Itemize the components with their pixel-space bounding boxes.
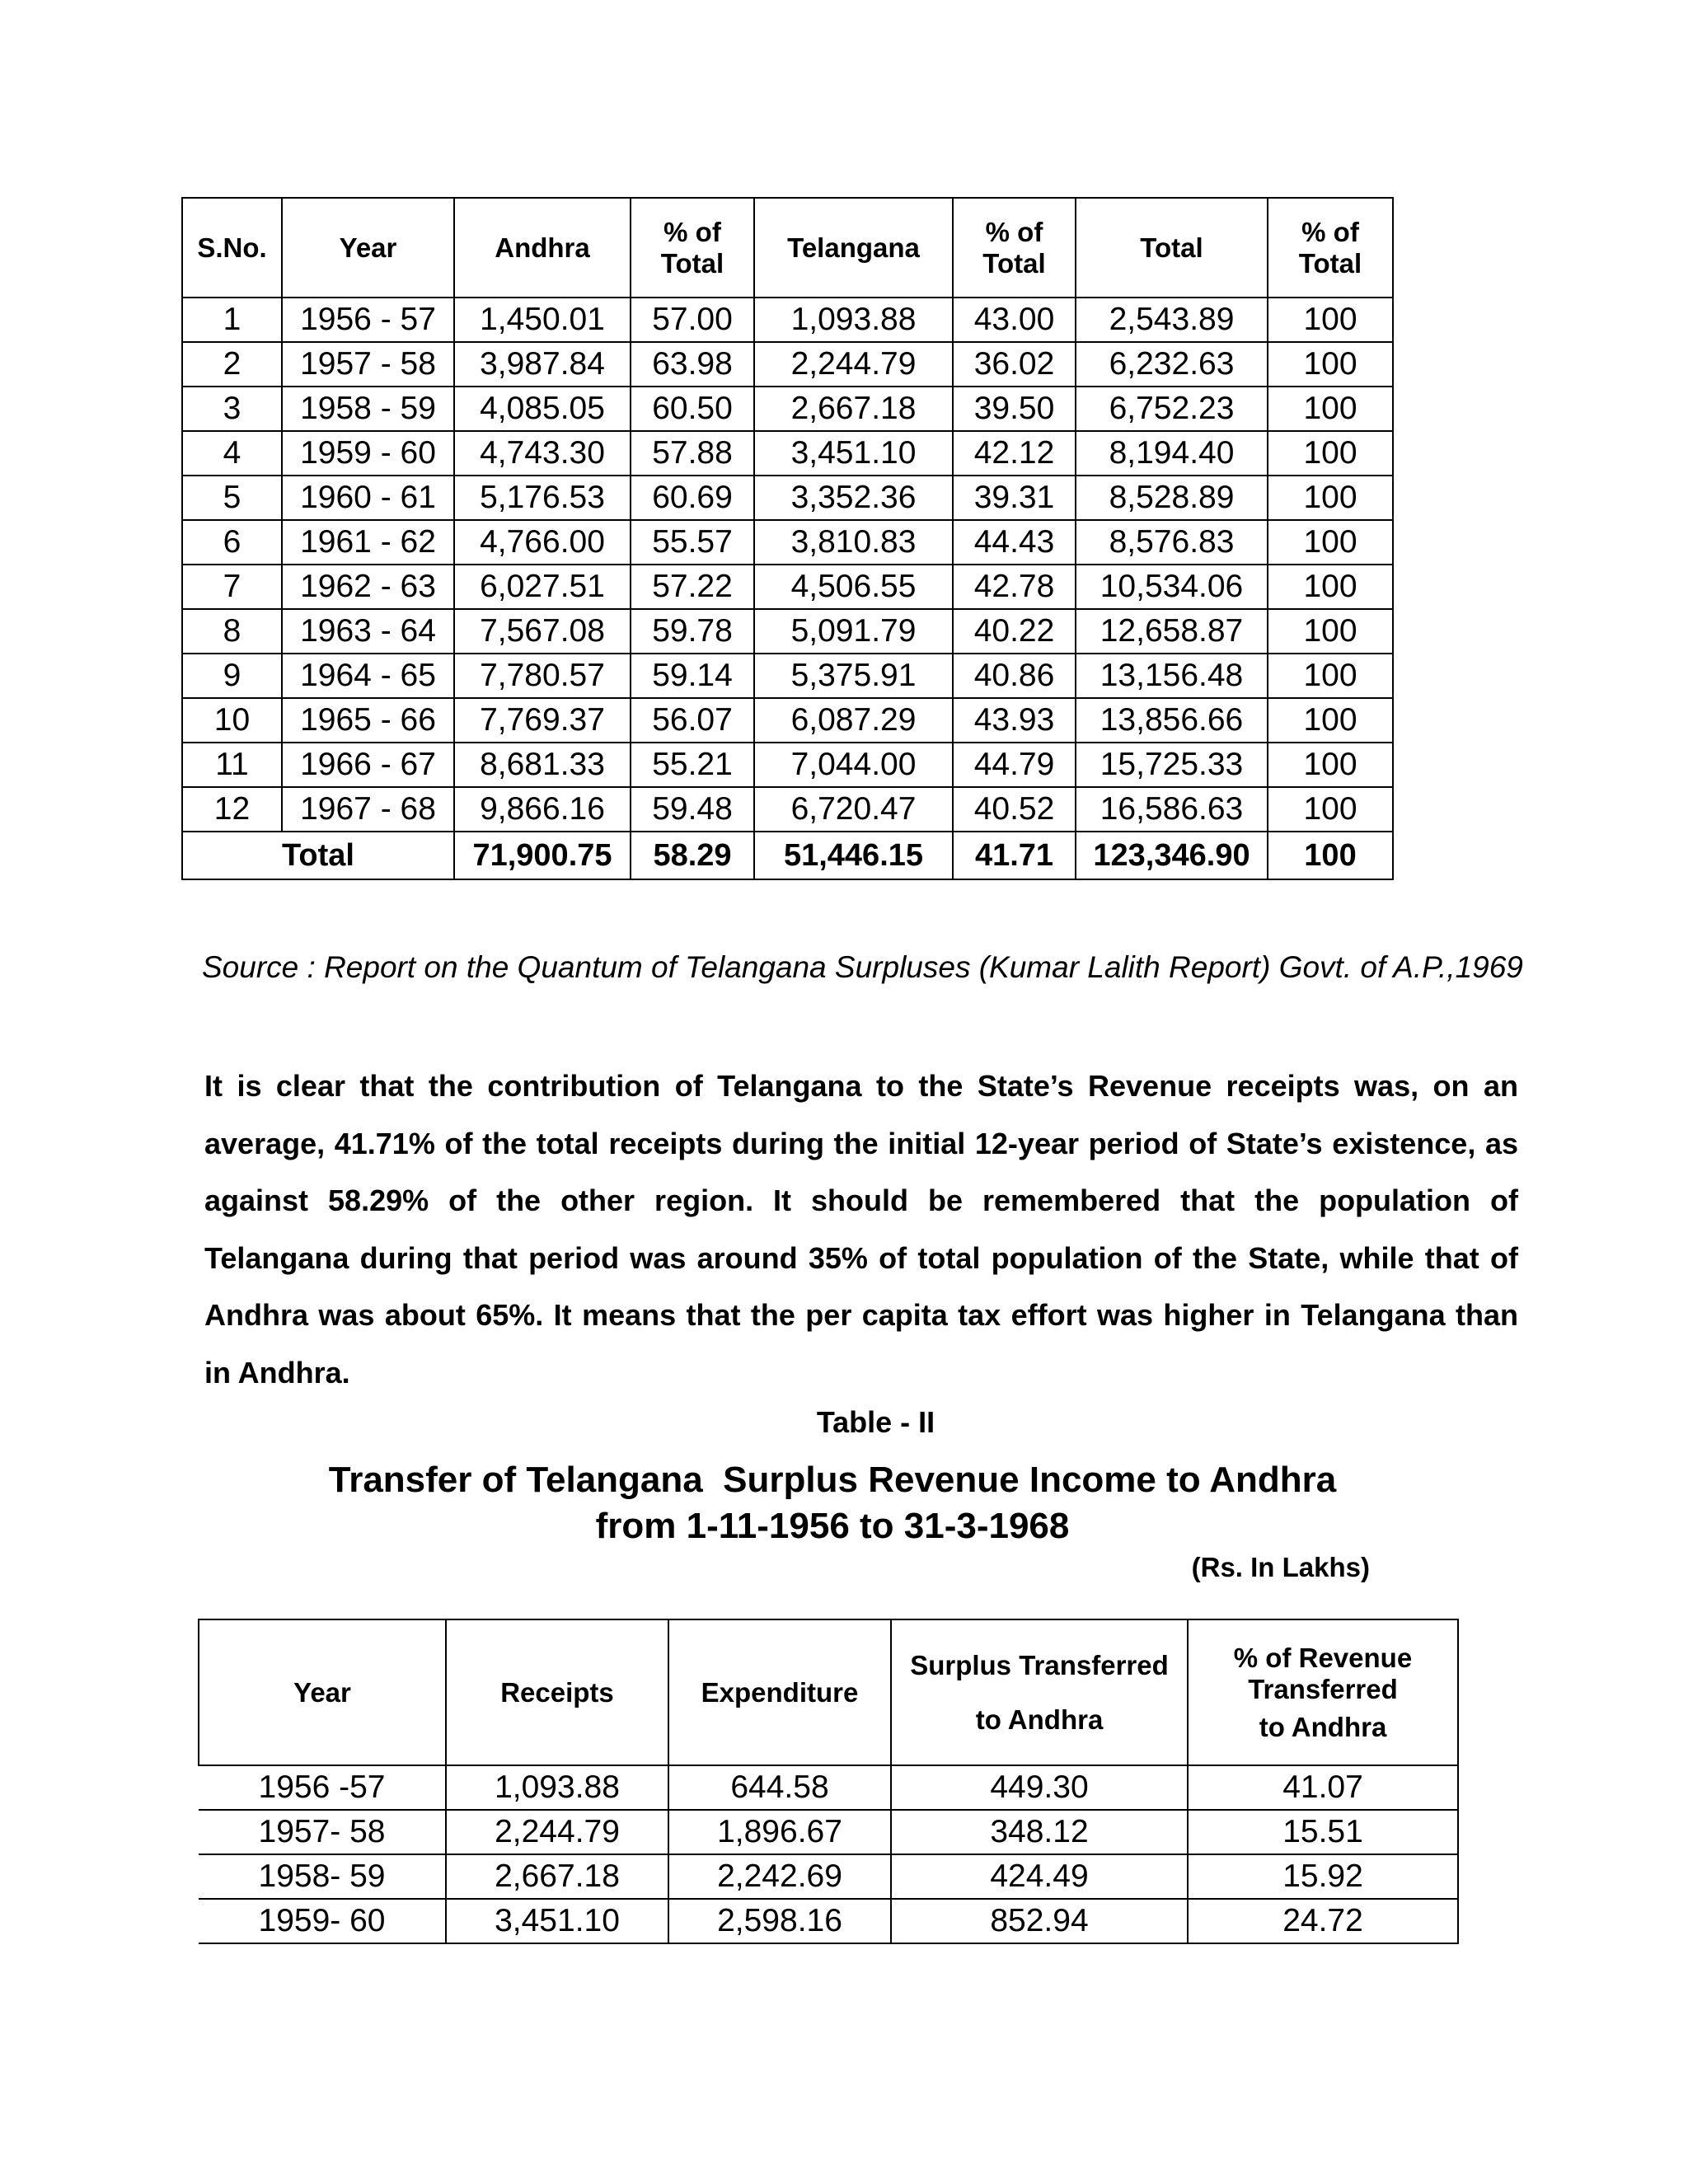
- table-cell: 100: [1268, 654, 1393, 698]
- header-pct-line3: to Andhra: [1259, 1711, 1387, 1742]
- table2-body: [199, 1765, 1458, 1943]
- table-cell: 100: [1268, 342, 1393, 387]
- table-cell: 4,085.05: [454, 387, 631, 431]
- table-cell: 44.43: [953, 520, 1076, 565]
- header-pct-revenue: [1188, 1619, 1458, 1765]
- table-cell: 57.88: [631, 431, 754, 476]
- table-cell: 424.49: [891, 1854, 1188, 1899]
- table-cell: 63.98: [631, 342, 754, 387]
- table-cell: 2,543.89: [1076, 298, 1268, 342]
- header-total: Total: [1076, 198, 1268, 298]
- table-cell: 59.78: [631, 609, 754, 654]
- table-cell: 15.51: [1188, 1810, 1458, 1854]
- header-year: Year: [199, 1619, 446, 1765]
- table-cell: 1963 - 64: [282, 609, 454, 654]
- table-cell: 100: [1268, 743, 1393, 787]
- table-cell: 449.30: [891, 1765, 1188, 1810]
- table-row: [182, 698, 1393, 743]
- table-label: Table - II: [816, 1405, 935, 1439]
- table-cell: 1966 - 67: [282, 743, 454, 787]
- table-cell: 13,856.66: [1076, 698, 1268, 743]
- header-pct-line1: % of Revenue: [1233, 1642, 1413, 1673]
- header-telangana: Telangana: [754, 198, 953, 298]
- table-cell: 15,725.33: [1076, 743, 1268, 787]
- table-cell: 12: [182, 787, 282, 832]
- table-cell: 5,176.53: [454, 476, 631, 520]
- total-cell: 100: [1268, 832, 1393, 879]
- table-cell: 60.69: [631, 476, 754, 520]
- table-cell: 100: [1268, 565, 1393, 609]
- source-citation: Source : Report on the Quantum of Telangana Surpluses (Kumar Lalith Report) Govt. of A.P.,1969: [202, 950, 1523, 984]
- table-cell: 1,093.88: [446, 1765, 668, 1810]
- table-cell: 16,586.63: [1076, 787, 1268, 832]
- table2-title: [247, 1457, 1418, 1549]
- table-cell: 100: [1268, 476, 1393, 520]
- table-cell: 1960 - 61: [282, 476, 454, 520]
- table-cell: 1964 - 65: [282, 654, 454, 698]
- table2-title-line1: Transfer of Telangana Surplus Revenue Income to Andhra: [328, 1460, 1337, 1500]
- table-cell: 6: [182, 520, 282, 565]
- header-andhra: Andhra: [454, 198, 631, 298]
- table-cell: 1958- 59: [199, 1854, 446, 1899]
- total-label: Total: [182, 832, 454, 879]
- table-cell: 39.50: [953, 387, 1076, 431]
- table-row: [182, 476, 1393, 520]
- header-total-pct: % of Total: [1268, 198, 1393, 298]
- table-cell: 1,450.01: [454, 298, 631, 342]
- table-cell: 644.58: [668, 1765, 891, 1810]
- table-cell: 5,375.91: [754, 654, 953, 698]
- total-cell: 51,446.15: [754, 832, 953, 879]
- table-row: [182, 387, 1393, 431]
- units-note: (Rs. In Lakhs): [1191, 1552, 1370, 1582]
- table-cell: 852.94: [891, 1899, 1188, 1943]
- table-cell: 7,780.57: [454, 654, 631, 698]
- total-cell: 41.71: [953, 832, 1076, 879]
- table-cell: 1959 - 60: [282, 431, 454, 476]
- table-cell: 7,044.00: [754, 743, 953, 787]
- table-cell: 42.12: [953, 431, 1076, 476]
- table-cell: 55.21: [631, 743, 754, 787]
- table-cell: 1956 - 57: [282, 298, 454, 342]
- table-cell: 6,752.23: [1076, 387, 1268, 431]
- table-cell: 59.48: [631, 787, 754, 832]
- table-cell: 3: [182, 387, 282, 431]
- table-cell: 100: [1268, 609, 1393, 654]
- header-sno: S.No.: [182, 198, 282, 298]
- analysis-paragraph: It is clear that the contribution of Telangana to the State’s Revenue receipts was, on an average, 41.71% of the total receipts during the initial 12-year period of State’s existence, as against 58.29% of the other region. It should be remembered that the population of Telangana during that period was around 35% of total population of the State, while that of Andhra was about 65%. It means that the per capita tax effort was higher in Telangana than in Andhra.: [204, 1069, 1518, 1390]
- table-cell: 6,720.47: [754, 787, 953, 832]
- table-cell: 8,576.83: [1076, 520, 1268, 565]
- table-cell: 10: [182, 698, 282, 743]
- table-cell: 1959- 60: [199, 1899, 446, 1943]
- table-cell: 8: [182, 609, 282, 654]
- table-cell: 1965 - 66: [282, 698, 454, 743]
- table-cell: 4,766.00: [454, 520, 631, 565]
- header-telangana-pct: % of Total: [953, 198, 1076, 298]
- total-cell: 71,900.75: [454, 832, 631, 879]
- table-cell: 3,352.36: [754, 476, 953, 520]
- table-cell: 2,244.79: [446, 1810, 668, 1854]
- table-cell: 6,087.29: [754, 698, 953, 743]
- table-cell: 24.72: [1188, 1899, 1458, 1943]
- table-cell: 1956 -57: [199, 1765, 446, 1810]
- table-cell: 59.14: [631, 654, 754, 698]
- header-surplus: [891, 1619, 1188, 1765]
- table-cell: 3,810.83: [754, 520, 953, 565]
- table-row: [182, 342, 1393, 387]
- table-cell: 43.93: [953, 698, 1076, 743]
- table-cell: 2,667.18: [446, 1854, 668, 1899]
- table-cell: 15.92: [1188, 1854, 1458, 1899]
- table-cell: 100: [1268, 698, 1393, 743]
- table-cell: 2,242.69: [668, 1854, 891, 1899]
- table-row: [182, 565, 1393, 609]
- table-cell: 7: [182, 565, 282, 609]
- table-row: [182, 520, 1393, 565]
- total-cell: 123,346.90: [1076, 832, 1268, 879]
- table-cell: 9: [182, 654, 282, 698]
- header-receipts: Receipts: [446, 1619, 668, 1765]
- table-header-row: [182, 198, 1393, 298]
- revenue-contribution-table: [181, 197, 1394, 880]
- table-cell: 1,896.67: [668, 1810, 891, 1854]
- table-row: [182, 654, 1393, 698]
- table-cell: 42.78: [953, 565, 1076, 609]
- table-cell: 40.52: [953, 787, 1076, 832]
- table-cell: 100: [1268, 787, 1393, 832]
- table-cell: 40.22: [953, 609, 1076, 654]
- table-row: [182, 743, 1393, 787]
- table-row: [199, 1854, 1458, 1899]
- table-cell: 5,091.79: [754, 609, 953, 654]
- table-cell: 2,244.79: [754, 342, 953, 387]
- table-cell: 1957- 58: [199, 1810, 446, 1854]
- table-cell: 60.50: [631, 387, 754, 431]
- header-surplus-line1: Surplus Transferred: [910, 1649, 1169, 1680]
- table-cell: 2,667.18: [754, 387, 953, 431]
- table-cell: 100: [1268, 298, 1393, 342]
- table-cell: 7,769.37: [454, 698, 631, 743]
- table-header-row: [199, 1619, 1458, 1765]
- total-row: [182, 832, 1393, 879]
- table-cell: 1967 - 68: [282, 787, 454, 832]
- table-cell: 8,528.89: [1076, 476, 1268, 520]
- table-cell: 8,194.40: [1076, 431, 1268, 476]
- table-cell: 57.22: [631, 565, 754, 609]
- table-row: [182, 787, 1393, 832]
- table-cell: 55.57: [631, 520, 754, 565]
- table-cell: 348.12: [891, 1810, 1188, 1854]
- table-row: [199, 1810, 1458, 1854]
- header-pct-line2: Transferred: [1248, 1673, 1398, 1704]
- table-row: [182, 609, 1393, 654]
- table-cell: 2,598.16: [668, 1899, 891, 1943]
- table-cell: 100: [1268, 520, 1393, 565]
- table-cell: 1: [182, 298, 282, 342]
- surplus-transfer-table: [198, 1619, 1459, 1944]
- table2-title-line2: from 1-11-1956 to 31-3-1968: [595, 1506, 1070, 1546]
- table-cell: 3,451.10: [754, 431, 953, 476]
- table-cell: 4,506.55: [754, 565, 953, 609]
- table-cell: 36.02: [953, 342, 1076, 387]
- table-row: [182, 431, 1393, 476]
- table-row: [199, 1765, 1458, 1810]
- header-surplus-line2: to Andhra: [975, 1704, 1104, 1735]
- table-cell: 1,093.88: [754, 298, 953, 342]
- table-cell: 4: [182, 431, 282, 476]
- total-cell: 58.29: [631, 832, 754, 879]
- table-cell: 43.00: [953, 298, 1076, 342]
- table-cell: 39.31: [953, 476, 1076, 520]
- table1-body: [182, 298, 1393, 879]
- table-cell: 1961 - 62: [282, 520, 454, 565]
- table-cell: 44.79: [953, 743, 1076, 787]
- table-cell: 100: [1268, 431, 1393, 476]
- table-cell: 41.07: [1188, 1765, 1458, 1810]
- table-cell: 11: [182, 743, 282, 787]
- table-cell: 40.86: [953, 654, 1076, 698]
- table-cell: 57.00: [631, 298, 754, 342]
- table-cell: 6,232.63: [1076, 342, 1268, 387]
- header-andhra-pct: % of Total: [631, 198, 754, 298]
- table-cell: 6,027.51: [454, 565, 631, 609]
- header-expenditure: Expenditure: [668, 1619, 891, 1765]
- table-cell: 1958 - 59: [282, 387, 454, 431]
- table-cell: 7,567.08: [454, 609, 631, 654]
- table-row: [182, 298, 1393, 342]
- table-cell: 5: [182, 476, 282, 520]
- table-cell: 2: [182, 342, 282, 387]
- table-cell: 3,987.84: [454, 342, 631, 387]
- table-cell: 9,866.16: [454, 787, 631, 832]
- header-year: Year: [282, 198, 454, 298]
- table-cell: 8,681.33: [454, 743, 631, 787]
- table-cell: 1957 - 58: [282, 342, 454, 387]
- table-cell: 1962 - 63: [282, 565, 454, 609]
- table-row: [199, 1899, 1458, 1943]
- table-cell: 3,451.10: [446, 1899, 668, 1943]
- table-cell: 12,658.87: [1076, 609, 1268, 654]
- table-cell: 13,156.48: [1076, 654, 1268, 698]
- table-cell: 4,743.30: [454, 431, 631, 476]
- table-cell: 10,534.06: [1076, 565, 1268, 609]
- table-cell: 100: [1268, 387, 1393, 431]
- table-cell: 56.07: [631, 698, 754, 743]
